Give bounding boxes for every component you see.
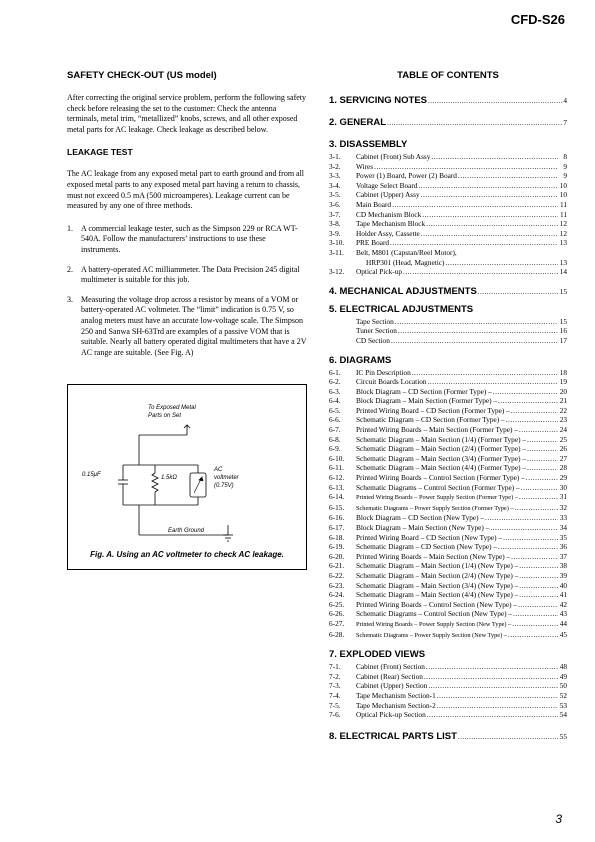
toc-entry[interactable]: 3-12. Optical Pick-up ..... 14 — [329, 267, 567, 277]
ground-label: Earth Ground — [168, 528, 205, 534]
toc-entry[interactable]: 6-24. Schematic Diagram – Main Section (4/4) (New Type) – ..... 41 — [329, 590, 567, 600]
toc-entry[interactable]: 6-26. Schematic Diagrams – Control Section (New Type) – ..... 43 — [329, 609, 567, 619]
toc-entry[interactable]: 6-13. Schematic Diagrams – Control Section (Former Type) – ..... 30 — [329, 483, 567, 493]
toc-entry[interactable]: 6-11. Schematic Diagram – Main Section (4/4) (Former Type) – ..... 28 — [329, 463, 567, 473]
table-of-contents — [329, 70, 567, 742]
toc-section-1[interactable]: 1. SERVICING NOTES ..... 4 — [329, 95, 567, 106]
toc-entry[interactable]: 7-5. Tape Mechanism Section-2 ..... 53 — [329, 701, 567, 711]
toc-entry[interactable]: 3-1. Cabinet (Front) Sub Assy ..... 8 — [329, 152, 567, 162]
figure-caption: Fig. A. Using an AC voltmeter to check AC leakage. — [90, 550, 284, 559]
toc-entry[interactable]: Tape Section ..... 15 — [329, 317, 567, 327]
safety-intro: After correcting the original service problem, perform the following safety check before releasing the set to the customer: Check the antenna terminals, metal trim, “metallized” knobs, screws, and all other exposed metal parts for AC leakage. Check leakage as described below. — [67, 93, 307, 134]
toc-entry[interactable]: 6-4. Block Diagram – Main Section (Former Type) – ..... 21 — [329, 396, 567, 406]
toc-entry[interactable]: 3-11. Belt, M801 (Capstan/Reel Motor), — [329, 247, 457, 257]
toc-section-5-list — [329, 317, 567, 346]
safety-section — [67, 70, 307, 367]
toc-entry[interactable]: 6-23. Schematic Diagram – Main Section (3/4) (New Type) – ..... 40 — [329, 581, 567, 591]
toc-entry[interactable]: 6-19. Schematic Diagram – CD Section (New Type) – ..... 36 — [329, 542, 567, 552]
meter-label-1: AC — [214, 467, 223, 473]
toc-section-7: 7. EXPLODED VIEWS — [329, 649, 426, 661]
model-number: CFD-S26 — [510, 12, 565, 27]
safety-title: SAFETY CHECK-OUT (US model) — [67, 70, 217, 81]
toc-section-6: 6. DIAGRAMS — [329, 354, 392, 366]
toc-entry[interactable]: 7-2. Cabinet (Rear) Section ..... 49 — [329, 672, 567, 682]
list-item: 1. A commercial leakage tester, such as the Simpson 229 or RCA WT-540A. Follow the manufacturers’ instructions to use these instruments. — [67, 223, 298, 254]
toc-entry[interactable]: 3-8. Tape Mechanism Block ..... 12 — [329, 219, 567, 229]
list-item: 2. A battery-operated AC milliammeter. The Data Precision 245 digital multimeter is suitable for this job. — [67, 264, 300, 285]
toc-entry[interactable]: 3-2. Wires ..... 9 — [329, 162, 567, 172]
toc-entry[interactable]: 3-3. Power (1) Board, Power (2) Board ..... 9 — [329, 171, 567, 181]
toc-section-4[interactable]: 4. MECHANICAL ADJUSTMENTS ..... 15 — [329, 286, 567, 297]
toc-entry[interactable]: 3-6. Main Board ..... 11 — [329, 200, 567, 210]
toc-entry[interactable]: CD Section ..... 17 — [329, 336, 567, 346]
toc-entry[interactable]: 6-5. Printed Wiring Board – CD Section (Former Type) – ..... 22 — [329, 406, 567, 416]
figure-a — [67, 384, 307, 570]
meter-label-2: voltmeter — [214, 475, 239, 481]
toc-entry[interactable]: 6-15. Schematic Diagrams – Power Supply Section (Former Type) – ..... 32 — [329, 503, 567, 514]
toc-entry[interactable]: 6-14. Printed Wiring Boards – Power Supply Section (Former Type) – ..... 31 — [329, 492, 567, 503]
meter-label-3: (0.75V) — [214, 483, 234, 489]
toc-entry[interactable]: 6-25. Printed Wiring Boards – Control Section (New Type) – ..... 42 — [329, 600, 567, 610]
toc-entry[interactable]: 6-16. Block Diagram – CD Section (New Type) – ..... 33 — [329, 513, 567, 523]
toc-entry[interactable]: 6-9. Schematic Diagram – Main Section (2/4) (Former Type) – ..... 26 — [329, 444, 567, 454]
toc-section-7-list — [329, 662, 567, 720]
toc-entry[interactable]: 3-5. Cabinet (Upper) Assy ..... 10 — [329, 190, 567, 200]
list-item: 3. Measuring the voltage drop across a resistor by means of a VOM or battery-operated AC voltmeter. The “limit” indication is 0.75 V, so analog meters must have an accurate low-voltage scale. The Simpson 250 and Sanwa SH-63Trd are examples of a passive VOM that is suitable. Nearly all battery operated digital multimeters that have a 2V AC range are suitable. (See Fig. A) — [67, 294, 307, 357]
toc-entry[interactable]: 6-28. Schematic Diagrams – Power Supply Section (New Type) – ..... 45 — [329, 630, 567, 641]
toc-entry[interactable]: HRP301 (Head, Magnetic) ..... 13 — [329, 258, 567, 268]
toc-entry[interactable]: 6-3. Block Diagram – CD Section (Former Type) – ..... 20 — [329, 387, 567, 397]
toc-section-6-list — [329, 368, 567, 641]
toc-entry[interactable]: 6-22. Schematic Diagram – Main Section (2/4) (New Type) – ..... 39 — [329, 571, 567, 581]
leakage-title: LEAKAGE TEST — [67, 147, 133, 158]
toc-entry[interactable]: 6-2. Circuit Boards Location ..... 19 — [329, 377, 567, 387]
toc-entry[interactable]: 6-8. Schematic Diagram – Main Section (1/4) (Former Type) – ..... 25 — [329, 435, 567, 445]
toc-entry[interactable]: 6-7. Printed Wiring Boards – Main Section (Former Type) – ..... 24 — [329, 425, 567, 435]
leakage-text: The AC leakage from any exposed metal part to earth ground and from all exposed metal parts to any exposed metal part having a return to chassis, must not exceed 0.5 mA (500 microamperes). Leakage current can be measured by any one of three methods. — [67, 169, 305, 211]
toc-section-5: 5. ELECTRICAL ADJUSTMENTS — [329, 303, 474, 315]
metal-parts-label-2: Parts on Set — [148, 413, 182, 419]
page-number: 3 — [555, 812, 562, 826]
toc-entry[interactable]: Tuner Section ..... 16 — [329, 326, 567, 336]
toc-entry[interactable]: 3-10. PRE Board ..... 13 — [329, 238, 567, 248]
toc-entry[interactable]: 7-6. Optical Pick-up Section ..... 54 — [329, 710, 567, 720]
toc-entry[interactable]: 6-6. Schematic Diagram – CD Section (Former Type) – ..... 23 — [329, 415, 567, 425]
toc-entry[interactable]: 3-4. Voltage Select Board ..... 10 — [329, 181, 567, 191]
toc-title: TABLE OF CONTENTS — [397, 70, 499, 81]
toc-entry[interactable]: 7-4. Tape Mechanism Section-1 ..... 52 — [329, 691, 567, 701]
toc-entry[interactable]: 6-12. Printed Wiring Boards – Control Section (Former Type) – ..... 29 — [329, 473, 567, 483]
toc-section-3: 3. DISASSEMBLY — [329, 139, 408, 150]
toc-entry[interactable]: 3-9. Holder Assy, Cassette ..... 12 — [329, 229, 567, 239]
toc-entry[interactable]: 6-21. Schematic Diagram – Main Section (1/4) (New Type) – ..... 38 — [329, 561, 567, 571]
metal-parts-label: To Exposed Metal — [148, 405, 196, 411]
resistor-label: 1.5kΩ — [161, 475, 177, 481]
toc-section-2[interactable]: 2. GENERAL ..... 7 — [329, 117, 567, 128]
toc-entry[interactable]: 6-17. Block Diagram – Main Section (New Type) – ..... 34 — [329, 523, 567, 533]
toc-entry[interactable]: 7-3. Cabinet (Upper) Section ..... 50 — [329, 681, 567, 691]
toc-entry[interactable]: 6-10. Schematic Diagram – Main Section (3/4) (Former Type) – ..... 27 — [329, 454, 567, 464]
method-list — [67, 224, 307, 359]
toc-section-3-list — [329, 152, 567, 277]
toc-entry[interactable]: 6-27. Printed Wiring Boards – Power Supply Section (New Type) – ..... 44 — [329, 619, 567, 630]
toc-entry[interactable]: 6-18. Printed Wiring Board – CD Section (New Type) – ..... 35 — [329, 533, 567, 543]
toc-entry[interactable]: 3-7. CD Mechanism Block ..... 11 — [329, 210, 567, 220]
circuit-diagram — [68, 385, 308, 571]
toc-entry[interactable]: 6-20. Printed Wiring Boards – Main Section (New Type) – ..... 37 — [329, 552, 567, 562]
toc-entry[interactable]: 6-1. IC Pin Description ..... 18 — [329, 368, 567, 378]
capacitor-label: 0.15μF — [82, 472, 101, 478]
toc-entry[interactable]: 7-1. Cabinet (Front) Section ..... 48 — [329, 662, 567, 672]
toc-section-8[interactable]: 8. ELECTRICAL PARTS LIST ..... 55 — [329, 731, 567, 742]
